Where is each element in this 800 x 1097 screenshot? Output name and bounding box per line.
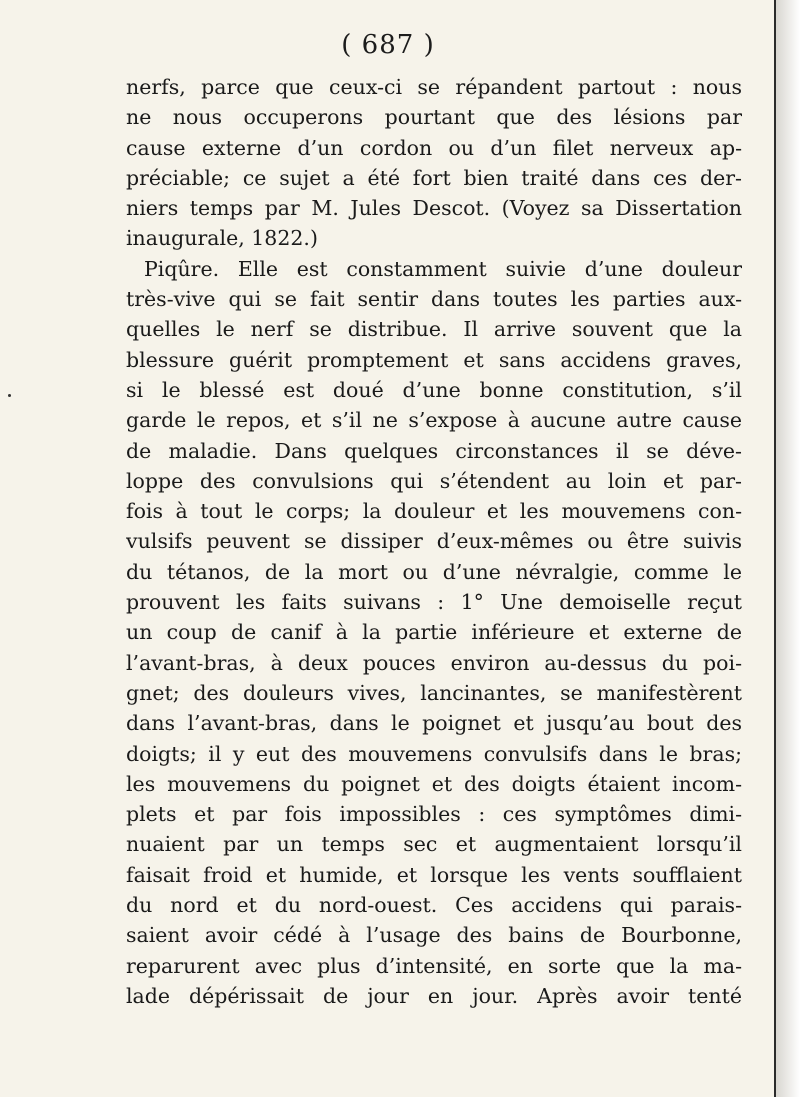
- text-line: prouvent les faits suivans : 1° Une demoiselle reçut: [126, 590, 742, 615]
- text-line: si le blessé est doué d’une bonne constitution, s’il: [126, 377, 742, 402]
- text-line: ne nous occuperons pourtant que des lésions par: [126, 105, 742, 130]
- text-line: quelles le nerf se distribue. Il arrive souvent que la: [126, 317, 742, 342]
- text-line: vulsifs peuvent se dissiper d’eux-mêmes ou être suivis: [126, 529, 742, 554]
- text-line: préciable; ce sujet a été fort bien traité dans ces der-: [126, 165, 742, 190]
- text-line: très-vive qui se fait sentir dans toutes les parties aux-: [126, 287, 742, 312]
- text-line: saient avoir cédé à l’usage des bains de Bourbonne,: [126, 923, 742, 948]
- text-line: nerfs, parce que ceux-ci se répandent partout : nous: [126, 75, 742, 99]
- text-line: les mouvemens du poignet et des doigts étaient incom-: [126, 771, 742, 796]
- text-line: inaugurale, 1822.): [126, 226, 318, 251]
- margin-speck: [8, 394, 11, 397]
- text-line: du nord et du nord-ouest. Ces accidens qui parais-: [126, 893, 742, 918]
- text-line: fois à tout le corps; la douleur et les mouvemens con-: [126, 499, 742, 524]
- text-line: blessure guérit promptement et sans accidens graves,: [126, 347, 742, 372]
- text-line: niers temps par M. Jules Descot. (Voyez sa Dissertation: [126, 196, 742, 221]
- text-line: cause externe d’un cordon ou d’un filet nerveux ap-: [126, 135, 742, 160]
- text-line: du tétanos, de la mort ou d’une névralgie, comme le: [126, 559, 742, 584]
- page-number: ( 687 ): [341, 30, 435, 60]
- text-line: reparurent avec plus d’intensité, en sorte que la ma-: [126, 953, 742, 978]
- page-edge-shadow: [776, 0, 800, 1097]
- text-line: faisait froid et humide, et lorsque les vents soufflaient: [126, 862, 742, 887]
- text-line: dans l’avant-bras, dans le poignet et jusqu’au bout des: [126, 711, 742, 736]
- text-line: un coup de canif à la partie inférieure et externe de: [126, 620, 742, 645]
- text-line: doigts; il y eut des mouvemens convulsifs dans le bras;: [126, 741, 742, 766]
- text-line: lade dépérissait de jour en jour. Après avoir tenté: [126, 983, 742, 1008]
- text-line: l’avant-bras, à deux pouces environ au-dessus du poi-: [126, 650, 742, 675]
- text-line: nuaient par un temps sec et augmentaient lorsqu’il: [126, 832, 742, 857]
- body-text: [126, 72, 742, 1011]
- text-line: gnet; des douleurs vives, lancinantes, se manifestèrent: [126, 680, 742, 705]
- text-line: de maladie. Dans quelques circonstances il se déve-: [126, 438, 742, 463]
- text-line: garde le repos, et s’il ne s’expose à aucune autre cause: [126, 408, 742, 433]
- text-line: loppe des convulsions qui s’étendent au loin et par-: [126, 468, 742, 493]
- paragraph-start-line: Piqûre. Elle est constamment suivie d’une douleur: [144, 256, 742, 281]
- text-line: plets et par fois impossibles : ces symptômes dimi-: [126, 802, 742, 827]
